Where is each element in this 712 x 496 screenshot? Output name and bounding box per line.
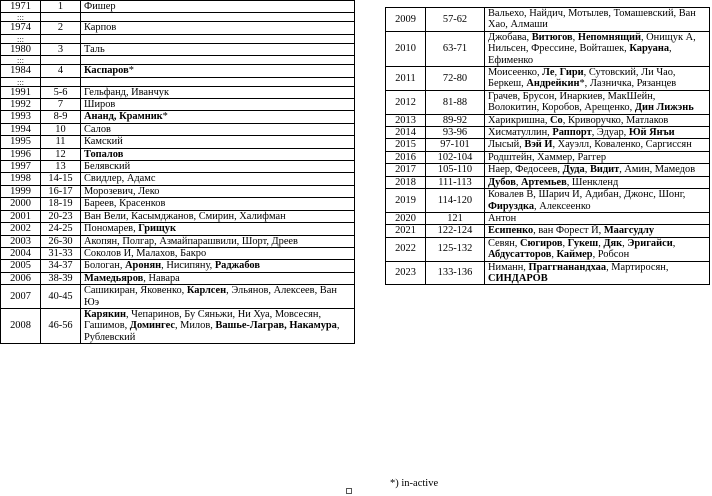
active-player-name: Раджабов [214,260,260,272]
names-cell [81,13,355,22]
table-row [386,189,710,213]
year-cell: 2007 [1,285,41,309]
year-cell: 2023 [386,261,426,285]
ellipsis-row [1,13,355,22]
year-cell: 1998 [1,173,41,185]
names-cell [485,8,710,32]
rank-cell: 20-23 [41,210,81,222]
table-row [386,8,710,32]
year-cell: 2012 [386,90,426,114]
year-cell: ::: [1,13,41,22]
table-row [386,114,710,126]
rank-cell: 13 [41,161,81,173]
names-cell [81,56,355,65]
names-cell [81,22,355,34]
year-cell: 2017 [386,164,426,176]
active-player-name: Грищук [138,223,176,235]
year-cell: 2002 [1,223,41,235]
rank-cell: 114-120 [426,189,485,213]
table-row [386,225,710,237]
rank-cell: 102-104 [426,151,485,163]
rank-cell: 122-124 [426,225,485,237]
player-name-text: , Милов, [174,320,216,332]
player-name-text: * [128,65,134,77]
table-row [386,67,710,91]
table-row [1,136,355,148]
active-player-name: Вашье-Лаграв, Накамура [215,320,337,332]
rank-cell: 10 [41,123,81,135]
active-player-name: СИНДАРОВ [488,272,548,284]
resize-handle[interactable] [346,488,352,494]
names-cell [485,90,710,114]
names-cell [81,148,355,160]
player-name-text: , Эльянов, Алексеев, Ван Юэ [84,285,337,308]
active-player-name: Эригайси [627,237,673,249]
names-cell [485,261,710,285]
active-player-name: Раппорт [552,127,592,139]
table-row [1,210,355,222]
year-cell: 1980 [1,43,41,55]
active-player-name: Непомнящий [577,31,641,43]
table-row [386,127,710,139]
rank-cell [41,56,81,65]
player-name-text: , Робсон [592,249,630,261]
rank-cell: 14-15 [41,173,81,185]
player-name-text: , [554,67,560,79]
active-player-name: Дин Лижэнь [634,102,694,114]
rank-cell: 8-9 [41,111,81,123]
player-name-text: , Чепаринов, Бу Сяньжи, Ни Хуа, Мовсесян, Гашимов, [84,308,322,332]
player-name-text: , Рублевский [84,320,340,343]
active-player-name: Топалов [84,148,124,160]
rank-cell [41,34,81,43]
player-name-text: Белявский [84,161,131,173]
names-cell [485,225,710,237]
rank-cell: 18-19 [41,198,81,210]
year-cell: 1993 [1,111,41,123]
player-name-text: , Ефименко [488,43,672,66]
player-name-text: , Криворучко, Матлаков [562,114,669,126]
year-cell: 1996 [1,148,41,160]
names-cell [81,77,355,86]
active-player-name: Дуда [562,164,585,176]
year-cell: 2001 [1,210,41,222]
rank-cell: 121 [426,212,485,224]
table-row [1,185,355,197]
rank-cell: 1 [41,1,81,13]
active-player-name: Фируздка [488,200,535,212]
table-row [386,90,710,114]
player-name-text: Бологан, [84,260,126,272]
rank-cell: 63-71 [426,31,485,66]
active-player-name: Артемьев [521,176,567,188]
active-player-name: Гукеш [567,237,599,249]
year-cell: 2018 [386,176,426,188]
player-name-text: Морозевич, Леко [84,185,160,197]
table-row [1,86,355,98]
player-name-text: , [515,176,522,188]
ellipsis-row [1,77,355,86]
rank-cell [41,13,81,22]
player-name-text: Ван Вели, Касымджанов, Смирин, Халифман [84,210,286,222]
year-cell: 2006 [1,272,41,284]
player-name-text: Пономарев, [84,223,139,235]
player-name-text: , Шенкленд [566,176,619,188]
active-player-name: Витюгов [531,31,573,43]
player-name-text: Бареев, Красенков [84,198,166,210]
rank-cell: 3 [41,43,81,55]
table-row [1,247,355,259]
active-player-name: Гири [559,67,584,79]
names-cell [485,164,710,176]
table-row [1,99,355,111]
table-row [386,164,710,176]
player-name-text: Сашикиран, Яковенко, [84,285,187,297]
year-cell: 1974 [1,22,41,34]
rank-cell: 2 [41,22,81,34]
rank-cell: 97-101 [426,139,485,151]
year-cell: 2019 [386,189,426,213]
ellipsis-row [1,56,355,65]
player-name-text: Родштейн, Хаммер, Раггер [488,151,607,163]
table-row [1,22,355,34]
player-name-text: Наер, Федосеев, [488,164,563,176]
year-cell: 1999 [1,185,41,197]
player-name-text: Соколов И, Малахов, Бакро [84,247,207,259]
player-name-text: Камский [84,136,123,148]
active-player-name: Карлсен [186,285,227,297]
player-name-text: Джобава, [488,31,532,43]
year-cell: 2021 [386,225,426,237]
active-player-name: Есипенко [488,225,534,237]
year-cell: 2020 [386,212,426,224]
year-cell: 1991 [1,86,41,98]
player-name-text: , [584,164,590,176]
rank-cell: 16-17 [41,185,81,197]
names-cell [485,127,710,139]
year-cell: 2014 [386,127,426,139]
names-cell [81,173,355,185]
player-name-text: , [572,31,578,43]
year-cell: 2009 [386,8,426,32]
rank-cell: 133-136 [426,261,485,285]
player-name-text: , Онищук А, Нильсен, Фрессине, Войташек, [488,31,696,55]
player-name-text: , Сутовский, Ли Чао, Беркеш, [488,67,676,90]
year-cell: 2016 [386,151,426,163]
rank-cell: 40-45 [41,285,81,309]
year-cell: ::: [1,77,41,86]
year-cell: 2011 [386,67,426,91]
names-cell [485,176,710,188]
active-player-name: Мамедьяров [84,272,144,284]
rank-cell: 7 [41,99,81,111]
active-player-name: Андрейкин [526,78,580,90]
ellipsis-row [1,34,355,43]
player-name-text: , [672,237,676,249]
active-player-name: Ананд, Крамник [84,111,163,123]
player-name-text: Хисматуллин, [488,127,553,139]
names-cell [485,67,710,91]
rank-cell: 31-33 [41,247,81,259]
year-cell: 2008 [1,308,41,343]
rank-cell: 4 [41,65,81,77]
rank-cell: 81-88 [426,90,485,114]
table-row [1,173,355,185]
player-name-text: *, Лазничка, Рязанцев [579,78,677,90]
year-cell: 2013 [386,114,426,126]
player-name-text: Карпов [84,22,117,34]
table-row [386,139,710,151]
player-name-text: Салов [84,123,111,135]
active-player-name: Со [550,114,563,126]
rank-cell: 57-62 [426,8,485,32]
player-name-text: , Навара [143,272,180,284]
names-cell [81,185,355,197]
year-cell: 2015 [386,139,426,151]
year-cell: 1984 [1,65,41,77]
table-row [386,176,710,188]
player-name-text: Гельфанд, Иванчук [84,86,170,98]
year-cell: 2005 [1,260,41,272]
names-cell [485,189,710,213]
active-player-name: Дяк [603,237,623,249]
table-row [1,1,355,13]
player-name-text: , [562,237,568,249]
active-player-name: Праггнанандхаа [528,261,607,273]
player-name-text: , Мартиросян, [606,261,669,273]
player-name-text: , Алексеенко [534,200,591,212]
names-cell [485,237,710,261]
names-cell [485,212,710,224]
active-player-name: Маагсудлу [603,225,655,237]
player-name-text: Харикришна, [488,114,551,126]
names-cell [81,308,355,343]
year-cell: 2000 [1,198,41,210]
names-cell [81,43,355,55]
player-name-text: Севян, [488,237,520,249]
rank-cell: 72-80 [426,67,485,91]
left-table-body [1,1,355,344]
names-cell [81,161,355,173]
year-cell: ::: [1,56,41,65]
names-cell [81,65,355,77]
player-name-text: Лысый, [488,139,525,151]
table-row [1,43,355,55]
active-player-name: Ле [542,67,555,79]
player-name-text: Ковалев В, Шарич И, Адибан, Джонс, Шонг, [488,189,686,201]
table-row [1,65,355,77]
year-cell: 2004 [1,247,41,259]
table-row [386,237,710,261]
rank-cell: 125-132 [426,237,485,261]
player-name-text: Моисеенко, [488,67,543,79]
table-row [1,272,355,284]
table-row [386,261,710,285]
rank-cell [41,77,81,86]
year-cell: 1994 [1,123,41,135]
right-table [385,7,710,285]
names-cell [81,123,355,135]
player-name-text: Фишер [84,1,116,12]
names-cell [485,114,710,126]
active-player-name: Каспаров [84,65,129,77]
player-name-text: Широв [84,99,116,111]
names-cell [81,260,355,272]
player-name-text: Вальехо, Найдич, Мотылев, Томашевский, Ван Хао, Алмаши [488,8,696,31]
table-row [1,123,355,135]
active-player-name: Каруана [629,43,670,55]
table-row [1,235,355,247]
player-name-text: , Хауэлл, Коваленко, Саргиссян [552,139,692,151]
year-cell: 1971 [1,1,41,13]
rank-cell: 24-25 [41,223,81,235]
year-cell: 2010 [386,31,426,66]
names-cell [81,223,355,235]
table-row [1,148,355,160]
year-cell: ::: [1,34,41,43]
active-player-name: Аронян [125,260,162,272]
year-cell: 2022 [386,237,426,261]
active-player-name: Домингес [129,320,175,332]
rank-cell: 38-39 [41,272,81,284]
names-cell [81,99,355,111]
table-row [1,308,355,343]
player-name-text: , Нисипяну, [161,260,215,272]
player-name-text: , ван Форест Й, [533,225,604,237]
footnote: *) in-active [390,478,439,489]
names-cell [485,139,710,151]
rank-cell: 111-113 [426,176,485,188]
table-row [1,223,355,235]
table-row [1,161,355,173]
player-name-text: Грачев, Брусон, Инаркиев, МакШейн, Волокитин, Коробов, Арещенко, [488,90,656,114]
left-table [0,0,355,344]
names-cell [81,235,355,247]
table-row [386,212,710,224]
table-row [1,285,355,309]
rank-cell: 26-30 [41,235,81,247]
names-cell [81,198,355,210]
rank-cell: 105-110 [426,164,485,176]
year-cell: 1995 [1,136,41,148]
names-cell [81,285,355,309]
table-row [386,151,710,163]
player-name-text: , [551,249,557,261]
player-name-text: Акопян, Полгар, Азмайпарашвили, Шорт, Дреев [84,235,298,247]
names-cell [81,86,355,98]
rank-cell: 34-37 [41,260,81,272]
active-player-name: Карякин [84,308,126,320]
right-table-body [386,8,710,285]
year-cell: 1992 [1,99,41,111]
player-name-text: , Амин, Мамедов [619,164,696,176]
names-cell [81,34,355,43]
names-cell [485,151,710,163]
names-cell [81,272,355,284]
active-player-name: Видит [589,164,620,176]
table-row [1,260,355,272]
player-name-text: Антон [488,212,517,224]
names-cell [81,210,355,222]
names-cell [485,31,710,66]
table-row [1,198,355,210]
rank-cell: 93-96 [426,127,485,139]
player-name-text: , Эдуар, [591,127,629,139]
player-name-text: Свидлер, Адамс [84,173,156,185]
player-name-text: , [622,237,628,249]
table-row [1,111,355,123]
year-cell: 2003 [1,235,41,247]
rank-cell: 89-92 [426,114,485,126]
active-player-name: Вэй И [524,139,553,151]
active-player-name: Дубов [488,176,516,188]
table-row [386,31,710,66]
names-cell [81,111,355,123]
names-cell [81,136,355,148]
active-player-name: Сюгиров [519,237,563,249]
rank-cell: 12 [41,148,81,160]
names-cell [81,247,355,259]
active-player-name: Абдусатторов [488,249,552,261]
rank-cell: 46-56 [41,308,81,343]
active-player-name: Каймер [556,249,593,261]
rank-cell: 11 [41,136,81,148]
player-name-text: Ниманн, [488,261,529,273]
player-name-text: , [598,237,604,249]
rank-cell: 5-6 [41,86,81,98]
active-player-name: Юй Янъи [628,127,675,139]
names-cell [81,1,355,13]
player-name-text: * [162,111,168,123]
year-cell: 1997 [1,161,41,173]
player-name-text: Таль [84,43,105,55]
